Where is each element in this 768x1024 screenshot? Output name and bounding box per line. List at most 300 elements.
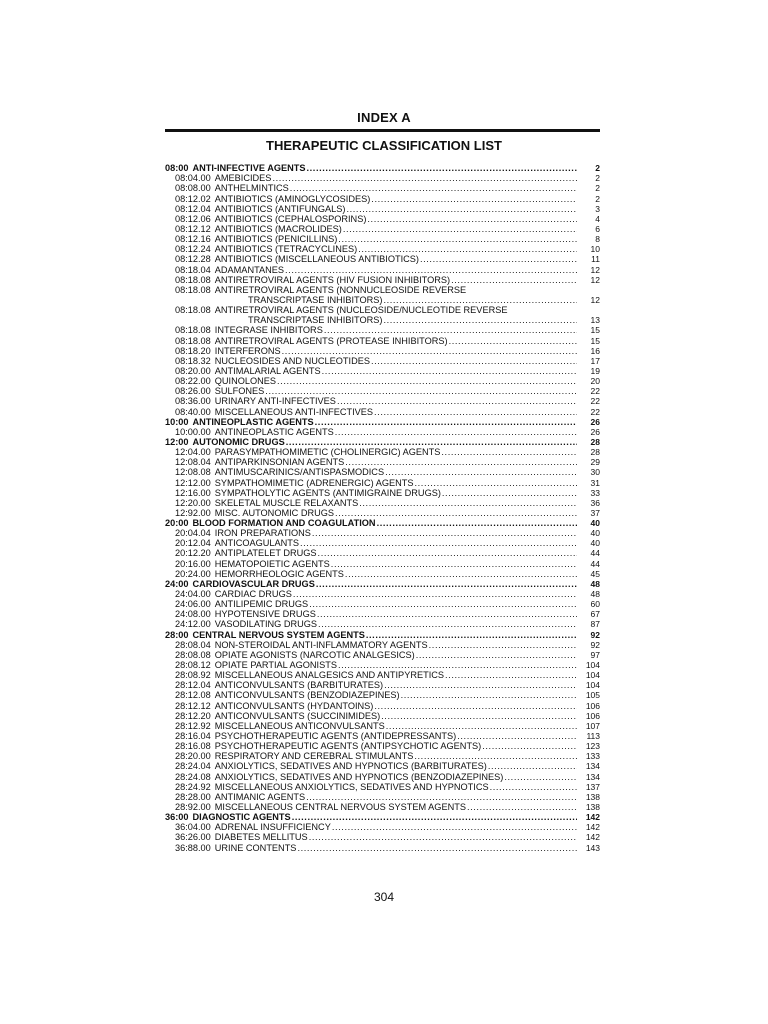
entry-page: 15 bbox=[590, 335, 600, 346]
section-heading bbox=[165, 518, 600, 528]
entry-text: ANTICONVULSANTS (SUCCINIMIDES) bbox=[214, 710, 381, 721]
entry-page: 10 bbox=[590, 244, 600, 255]
list-item bbox=[165, 224, 600, 234]
dot-leader bbox=[322, 366, 577, 376]
list-item bbox=[165, 498, 600, 508]
list-item bbox=[165, 741, 600, 751]
dot-leader bbox=[324, 325, 577, 335]
entry-page: 48 bbox=[590, 578, 600, 589]
entry-page: 106 bbox=[585, 700, 600, 711]
entry-label bbox=[165, 630, 365, 640]
dot-leader bbox=[383, 315, 577, 325]
entry-code: 24:08.00 bbox=[175, 609, 211, 620]
dot-leader bbox=[414, 751, 577, 761]
entry-code: 28:28.00 bbox=[175, 791, 211, 802]
list-item bbox=[165, 832, 600, 842]
dot-leader bbox=[467, 802, 577, 812]
list-item bbox=[165, 680, 600, 690]
entry-code: 28:08.08 bbox=[175, 649, 211, 660]
dot-leader bbox=[300, 538, 577, 548]
entry-text: ANTIBIOTICS (AMINOGLYCOSIDES) bbox=[214, 193, 371, 204]
entry-page: 12 bbox=[590, 264, 600, 275]
list-item bbox=[165, 356, 600, 366]
dot-leader bbox=[315, 417, 577, 427]
entry-code: 08:36.00 bbox=[175, 396, 211, 407]
entry-text: ANTIRETROVIRAL AGENTS (HIV FUSION INHIBITORS) bbox=[214, 274, 451, 285]
dot-leader bbox=[449, 336, 577, 346]
list-item bbox=[165, 792, 600, 802]
entry-label bbox=[175, 457, 344, 467]
entry-label bbox=[165, 518, 376, 528]
entry-code: 12:16.00 bbox=[175, 487, 211, 498]
dot-leader bbox=[338, 660, 577, 670]
entry-code: 20:00 bbox=[165, 518, 189, 529]
list-item bbox=[165, 366, 600, 376]
entry-page: 17 bbox=[590, 355, 600, 366]
entry-page: 106 bbox=[585, 710, 600, 721]
entry-text: URINE CONTENTS bbox=[214, 842, 297, 853]
entry-label bbox=[175, 599, 308, 609]
entry-code: 28:24.08 bbox=[175, 771, 211, 782]
entry-label bbox=[175, 680, 383, 690]
entry-text: OPIATE PARTIAL AGONISTS bbox=[214, 660, 337, 671]
entry-label bbox=[165, 437, 285, 447]
entry-text: ANTIPARKINSONIAN AGENTS bbox=[214, 457, 345, 468]
entry-text: ANTIRETROVIRAL AGENTS (NUCLEOSIDE/NUCLEOTIDE REVERSE bbox=[214, 305, 508, 316]
list-item bbox=[165, 376, 600, 386]
entry-label bbox=[248, 295, 382, 305]
entry-text: SYMPATHOLYTIC AGENTS (ANTIMIGRAINE DRUGS) bbox=[214, 487, 441, 498]
entry-label bbox=[175, 305, 507, 315]
dot-leader bbox=[488, 761, 577, 771]
dot-leader bbox=[358, 244, 577, 254]
list-item bbox=[165, 173, 600, 183]
entry-label bbox=[175, 366, 321, 376]
list-item bbox=[165, 599, 600, 609]
entry-page: 105 bbox=[585, 690, 600, 701]
dot-leader bbox=[332, 822, 577, 832]
dot-leader bbox=[343, 224, 577, 234]
entry-text: MISCELLANEOUS ANTICONVULSANTS bbox=[214, 720, 385, 731]
entry-label bbox=[175, 244, 357, 254]
entry-code: 28:08.12 bbox=[175, 660, 211, 671]
page-number: 304 bbox=[373, 890, 395, 904]
entry-code: 36:88.00 bbox=[175, 842, 211, 853]
dot-leader bbox=[285, 265, 577, 275]
entry-label bbox=[165, 163, 305, 173]
entry-text: PSYCHOTHERAPEUTIC AGENTS (ANTIDEPRESSANTS) bbox=[214, 731, 457, 742]
entry-label bbox=[175, 761, 487, 771]
entry-code: 28:16.08 bbox=[175, 741, 211, 752]
entry-text: ANTHELMINTICS bbox=[214, 183, 289, 194]
list-item bbox=[165, 782, 600, 792]
entry-text: ANTILIPEMIC DRUGS bbox=[214, 599, 309, 610]
list-item bbox=[165, 619, 600, 629]
entry-text: CENTRAL NERVOUS SYSTEM AGENTS bbox=[192, 629, 365, 640]
entry-page: 28 bbox=[590, 436, 600, 447]
entry-text: ANTIMANIC AGENTS bbox=[214, 791, 306, 802]
entry-label bbox=[175, 528, 311, 538]
entry-code: 08:20.00 bbox=[175, 365, 211, 376]
entry-label bbox=[175, 224, 342, 234]
entry-page: 28 bbox=[590, 447, 600, 458]
entry-page: 12 bbox=[590, 294, 600, 305]
dot-leader bbox=[312, 528, 577, 538]
entry-label bbox=[175, 407, 373, 417]
entry-page: 104 bbox=[585, 680, 600, 691]
section-heading bbox=[165, 163, 600, 173]
dot-leader bbox=[277, 376, 577, 386]
entry-code: 08:22.00 bbox=[175, 376, 211, 387]
entry-text: URINARY ANTI-INFECTIVES bbox=[214, 396, 336, 407]
dot-leader bbox=[317, 609, 577, 619]
entry-code: 28:12.12 bbox=[175, 700, 211, 711]
list-item bbox=[165, 721, 600, 731]
list-item bbox=[165, 711, 600, 721]
entry-label bbox=[175, 194, 370, 204]
dot-leader bbox=[371, 194, 577, 204]
entry-page: 92 bbox=[590, 639, 600, 650]
entry-text: ANTINEOPLASTIC AGENTS bbox=[214, 426, 334, 437]
list-item bbox=[165, 285, 600, 295]
entry-label bbox=[175, 772, 503, 782]
entry-label bbox=[175, 204, 345, 214]
dot-leader bbox=[482, 741, 577, 751]
entry-text: AUTONOMIC DRUGS bbox=[192, 436, 285, 447]
dot-leader bbox=[290, 183, 577, 193]
entry-text: MISCELLANEOUS ANTI-INFECTIVES bbox=[214, 406, 374, 417]
entry-text: HEMATOPOIETIC AGENTS bbox=[214, 558, 330, 569]
entry-code: 12:20.00 bbox=[175, 497, 211, 508]
entry-label bbox=[175, 782, 489, 792]
entry-text: ANTIPLATELET DRUGS bbox=[214, 548, 317, 559]
entry-code: 20:16.00 bbox=[175, 558, 211, 569]
entry-label bbox=[175, 427, 334, 437]
entry-page: 44 bbox=[590, 558, 600, 569]
dot-leader bbox=[316, 579, 577, 589]
entry-label bbox=[248, 315, 382, 325]
list-item bbox=[165, 538, 600, 548]
entry-code: 20:24.00 bbox=[175, 568, 211, 579]
entry-label bbox=[175, 660, 337, 670]
entry-code: 28:16.04 bbox=[175, 731, 211, 742]
dot-leader bbox=[297, 843, 577, 853]
dot-leader bbox=[383, 295, 577, 305]
entry-code: 36:00 bbox=[165, 812, 189, 823]
entry-code: 08:26.00 bbox=[175, 386, 211, 397]
entry-code: 08:12.12 bbox=[175, 223, 211, 234]
dot-leader bbox=[265, 386, 577, 396]
entry-label bbox=[165, 417, 314, 427]
entry-page: 40 bbox=[590, 518, 600, 529]
entry-text: AMEBICIDES bbox=[214, 173, 272, 184]
entry-page: 26 bbox=[590, 416, 600, 427]
entry-page: 2 bbox=[595, 173, 600, 184]
entry-text: HYPOTENSIVE DRUGS bbox=[214, 609, 316, 620]
entry-label bbox=[165, 812, 291, 822]
list-item bbox=[165, 670, 600, 680]
entry-text: NON-STEROIDAL ANTI-INFLAMMATORY AGENTS bbox=[214, 639, 428, 650]
entry-page: 13 bbox=[590, 315, 600, 326]
entry-page: 16 bbox=[590, 345, 600, 356]
list-item bbox=[165, 842, 600, 852]
dot-leader bbox=[282, 346, 577, 356]
dot-leader bbox=[401, 690, 577, 700]
entry-text: PARASYMPATHOMIMETIC (CHOLINERGIC) AGENTS bbox=[214, 447, 441, 458]
list-item bbox=[165, 244, 600, 254]
entry-text: SYMPATHOMIMETIC (ADRENERGIC) AGENTS bbox=[214, 477, 414, 488]
list-item bbox=[165, 528, 600, 538]
dot-leader bbox=[415, 478, 578, 488]
list-item bbox=[165, 822, 600, 832]
entry-text: DIABETES MELLITUS bbox=[214, 832, 308, 843]
entry-label bbox=[175, 650, 415, 660]
entry-code: 08:18.08 bbox=[175, 305, 211, 316]
dot-leader bbox=[451, 275, 577, 285]
entry-page: 138 bbox=[585, 791, 600, 802]
list-item bbox=[165, 731, 600, 741]
entry-label bbox=[175, 173, 271, 183]
entry-page: 142 bbox=[585, 832, 600, 843]
dot-leader bbox=[272, 173, 577, 183]
entry-label bbox=[175, 376, 276, 386]
entry-code: 08:18.08 bbox=[175, 274, 211, 285]
entry-code: 28:12.08 bbox=[175, 690, 211, 701]
list-item bbox=[165, 477, 600, 487]
entry-text: MISCELLANEOUS CENTRAL NERVOUS SYSTEM AGENTS bbox=[214, 802, 466, 812]
list-item bbox=[165, 234, 600, 244]
dot-leader bbox=[441, 447, 577, 457]
entry-code: 08:18.04 bbox=[175, 264, 211, 275]
entry-page: 29 bbox=[590, 457, 600, 468]
entry-code: 20:12.04 bbox=[175, 538, 211, 549]
list-item bbox=[165, 761, 600, 771]
entry-code: 20:12.20 bbox=[175, 548, 211, 559]
entry-text: DIAGNOSTIC AGENTS bbox=[192, 812, 291, 823]
section-heading bbox=[165, 437, 600, 447]
entry-code: 24:12.00 bbox=[175, 619, 211, 630]
dot-leader bbox=[286, 437, 577, 447]
dot-leader bbox=[346, 204, 577, 214]
list-item bbox=[165, 660, 600, 670]
entry-code: 28:12.20 bbox=[175, 710, 211, 721]
list-item bbox=[165, 558, 600, 568]
entry-page: 22 bbox=[590, 396, 600, 407]
entry-page: 36 bbox=[590, 497, 600, 508]
entry-label bbox=[175, 396, 336, 406]
list-item bbox=[165, 275, 600, 285]
entry-text: ANTICONVULSANTS (BENZODIAZEPINES) bbox=[214, 690, 400, 701]
entry-code: 28:92.00 bbox=[175, 802, 211, 812]
entry-code: 28:08.04 bbox=[175, 639, 211, 650]
entry-text: ANXIOLYTICS, SEDATIVES AND HYPNOTICS (BENZODIAZEPINES) bbox=[214, 771, 504, 782]
entry-code: 28:12.04 bbox=[175, 680, 211, 691]
entry-text: SKELETAL MUSCLE RELAXANTS bbox=[214, 497, 359, 508]
list-item bbox=[165, 457, 600, 467]
entry-code: 08:18.08 bbox=[175, 335, 211, 346]
entry-text: QUINOLONES bbox=[214, 376, 277, 387]
dot-leader bbox=[457, 731, 577, 741]
entry-text: ANTIRETROVIRAL AGENTS (NONNUCLEOSIDE REVERSE bbox=[214, 284, 467, 295]
entry-label bbox=[175, 619, 317, 629]
entry-page: 92 bbox=[590, 629, 600, 640]
entry-page: 20 bbox=[590, 376, 600, 387]
dot-leader bbox=[338, 234, 577, 244]
entry-code: 36:04.00 bbox=[175, 822, 211, 833]
entry-label bbox=[175, 589, 292, 599]
entry-label bbox=[175, 609, 316, 619]
dot-leader bbox=[292, 812, 577, 822]
entry-label bbox=[175, 275, 450, 285]
list-item bbox=[165, 589, 600, 599]
entry-label bbox=[175, 467, 384, 477]
list-item bbox=[165, 508, 600, 518]
entry-code: 08:08.00 bbox=[175, 183, 211, 194]
entry-label bbox=[175, 690, 400, 700]
entry-page: 143 bbox=[585, 842, 600, 853]
entry-text: ANTIMUSCARINICS/ANTISPASMODICS bbox=[214, 467, 385, 478]
entry-text: ANTIBIOTICS (TETRACYCLINES) bbox=[214, 244, 358, 255]
dot-leader bbox=[429, 640, 577, 650]
entry-code: 12:92.00 bbox=[175, 507, 211, 518]
entry-label bbox=[175, 254, 419, 264]
entry-label bbox=[175, 447, 440, 457]
dot-leader bbox=[335, 427, 577, 437]
list-item bbox=[165, 193, 600, 203]
dot-leader bbox=[445, 670, 577, 680]
entry-code: 20:04.04 bbox=[175, 528, 211, 539]
entry-text: INTERFERONS bbox=[214, 345, 281, 356]
entry-page: 45 bbox=[590, 568, 600, 579]
entry-label bbox=[175, 721, 385, 731]
index-title: INDEX A bbox=[357, 110, 411, 125]
list-item bbox=[165, 264, 600, 274]
dot-leader bbox=[377, 518, 577, 528]
entry-page: 104 bbox=[585, 660, 600, 671]
entry-label bbox=[175, 183, 289, 193]
list-item bbox=[165, 254, 600, 264]
entry-code: 08:40.00 bbox=[175, 406, 211, 417]
entry-page: 138 bbox=[585, 802, 600, 812]
entry-text: ANTIMALARIAL AGENTS bbox=[214, 365, 321, 376]
dot-leader bbox=[381, 711, 577, 721]
entry-text: ANTICONVULSANTS (BARBITURATES) bbox=[214, 680, 384, 691]
entry-text: ANTIBIOTICS (ANTIFUNGALS) bbox=[214, 203, 346, 214]
entry-text: ADRENAL INSUFFICIENCY bbox=[214, 822, 331, 833]
entry-text: ANTICONVULSANTS (HYDANTOINS) bbox=[214, 700, 374, 711]
entry-page: 104 bbox=[585, 670, 600, 681]
entry-label bbox=[175, 336, 448, 346]
list-item bbox=[165, 396, 600, 406]
entry-code: 28:20.00 bbox=[175, 751, 211, 762]
entry-label bbox=[175, 265, 284, 275]
entry-label bbox=[175, 234, 337, 244]
entry-text: RESPIRATORY AND CEREBRAL STIMULANTS bbox=[214, 751, 414, 762]
entry-page: 12 bbox=[590, 274, 600, 285]
entry-page: 26 bbox=[590, 426, 600, 437]
list-item bbox=[165, 305, 600, 315]
entry-text: ANXIOLYTICS, SEDATIVES AND HYPNOTICS (BARBITURATES) bbox=[214, 761, 487, 772]
entry-text: ANTIBIOTICS (MACROLIDES) bbox=[214, 223, 342, 234]
entry-page: 44 bbox=[590, 548, 600, 559]
entry-page: 4 bbox=[595, 213, 600, 224]
dot-leader bbox=[374, 701, 577, 711]
dot-leader bbox=[318, 548, 577, 558]
entry-page: 3 bbox=[595, 203, 600, 214]
dot-leader bbox=[420, 254, 577, 264]
dot-leader bbox=[442, 488, 577, 498]
entry-label bbox=[175, 843, 296, 853]
entry-page: 37 bbox=[590, 507, 600, 518]
entry-label bbox=[175, 559, 330, 569]
entry-label bbox=[175, 751, 413, 761]
entry-code: 12:04.00 bbox=[175, 447, 211, 458]
dot-leader bbox=[345, 457, 577, 467]
dot-leader bbox=[416, 650, 577, 660]
dot-leader bbox=[345, 569, 577, 579]
entry-text: CARDIAC DRUGS bbox=[214, 589, 292, 600]
list-item bbox=[165, 427, 600, 437]
entry-page: 123 bbox=[585, 741, 600, 752]
entry-code: 24:00 bbox=[165, 578, 189, 589]
entry-page: 22 bbox=[590, 406, 600, 417]
entry-page: 40 bbox=[590, 538, 600, 549]
entry-page: 2 bbox=[595, 183, 600, 194]
entry-code: 08:12.04 bbox=[175, 203, 211, 214]
entry-code: 08:18.32 bbox=[175, 355, 211, 366]
entry-page: 113 bbox=[586, 731, 600, 742]
entry-label bbox=[165, 579, 315, 589]
entry-code: 12:12.00 bbox=[175, 477, 211, 488]
entry-label bbox=[175, 508, 334, 518]
entry-code: 08:18.20 bbox=[175, 345, 211, 356]
entry-text: ANTINEOPLASTIC AGENTS bbox=[192, 416, 314, 427]
entry-code: 12:08.04 bbox=[175, 457, 211, 468]
entry-label bbox=[175, 670, 444, 680]
list-item bbox=[165, 406, 600, 416]
dot-leader bbox=[318, 619, 577, 629]
entry-code: 08:12.02 bbox=[175, 193, 211, 204]
entry-text: ANTIRETROVIRAL AGENTS (PROTEASE INHIBITORS) bbox=[214, 335, 448, 346]
entry-code: 08:12.24 bbox=[175, 244, 211, 255]
entry-label bbox=[175, 731, 456, 741]
entry-code: 12:08.08 bbox=[175, 467, 211, 478]
entry-label bbox=[175, 792, 305, 802]
entry-code: 28:12.92 bbox=[175, 720, 211, 731]
list-item bbox=[165, 335, 600, 345]
entry-code: 24:04.00 bbox=[175, 589, 211, 600]
entry-code: 08:12.28 bbox=[175, 254, 211, 265]
list-item bbox=[165, 183, 600, 193]
list-item bbox=[165, 447, 600, 457]
entry-code: 28:24.92 bbox=[175, 781, 211, 792]
dot-leader bbox=[337, 396, 577, 406]
entry-code: 28:08.92 bbox=[175, 670, 211, 681]
dot-leader bbox=[384, 680, 577, 690]
entry-page: 40 bbox=[590, 528, 600, 539]
list-item bbox=[165, 700, 600, 710]
section-heading bbox=[165, 417, 600, 427]
entry-page: 2 bbox=[595, 163, 600, 174]
entry-page: 11 bbox=[591, 254, 600, 265]
entry-page: 33 bbox=[590, 487, 600, 498]
list-item bbox=[165, 609, 600, 619]
dot-leader bbox=[386, 721, 577, 731]
entry-code: 24:06.00 bbox=[175, 599, 211, 610]
entry-text: MISC. AUTONOMIC DRUGS bbox=[214, 507, 335, 518]
entry-text: ANTIBIOTICS (MISCELLANEOUS ANTIBIOTICS) bbox=[214, 254, 419, 265]
entry-page: 142 bbox=[585, 812, 600, 823]
